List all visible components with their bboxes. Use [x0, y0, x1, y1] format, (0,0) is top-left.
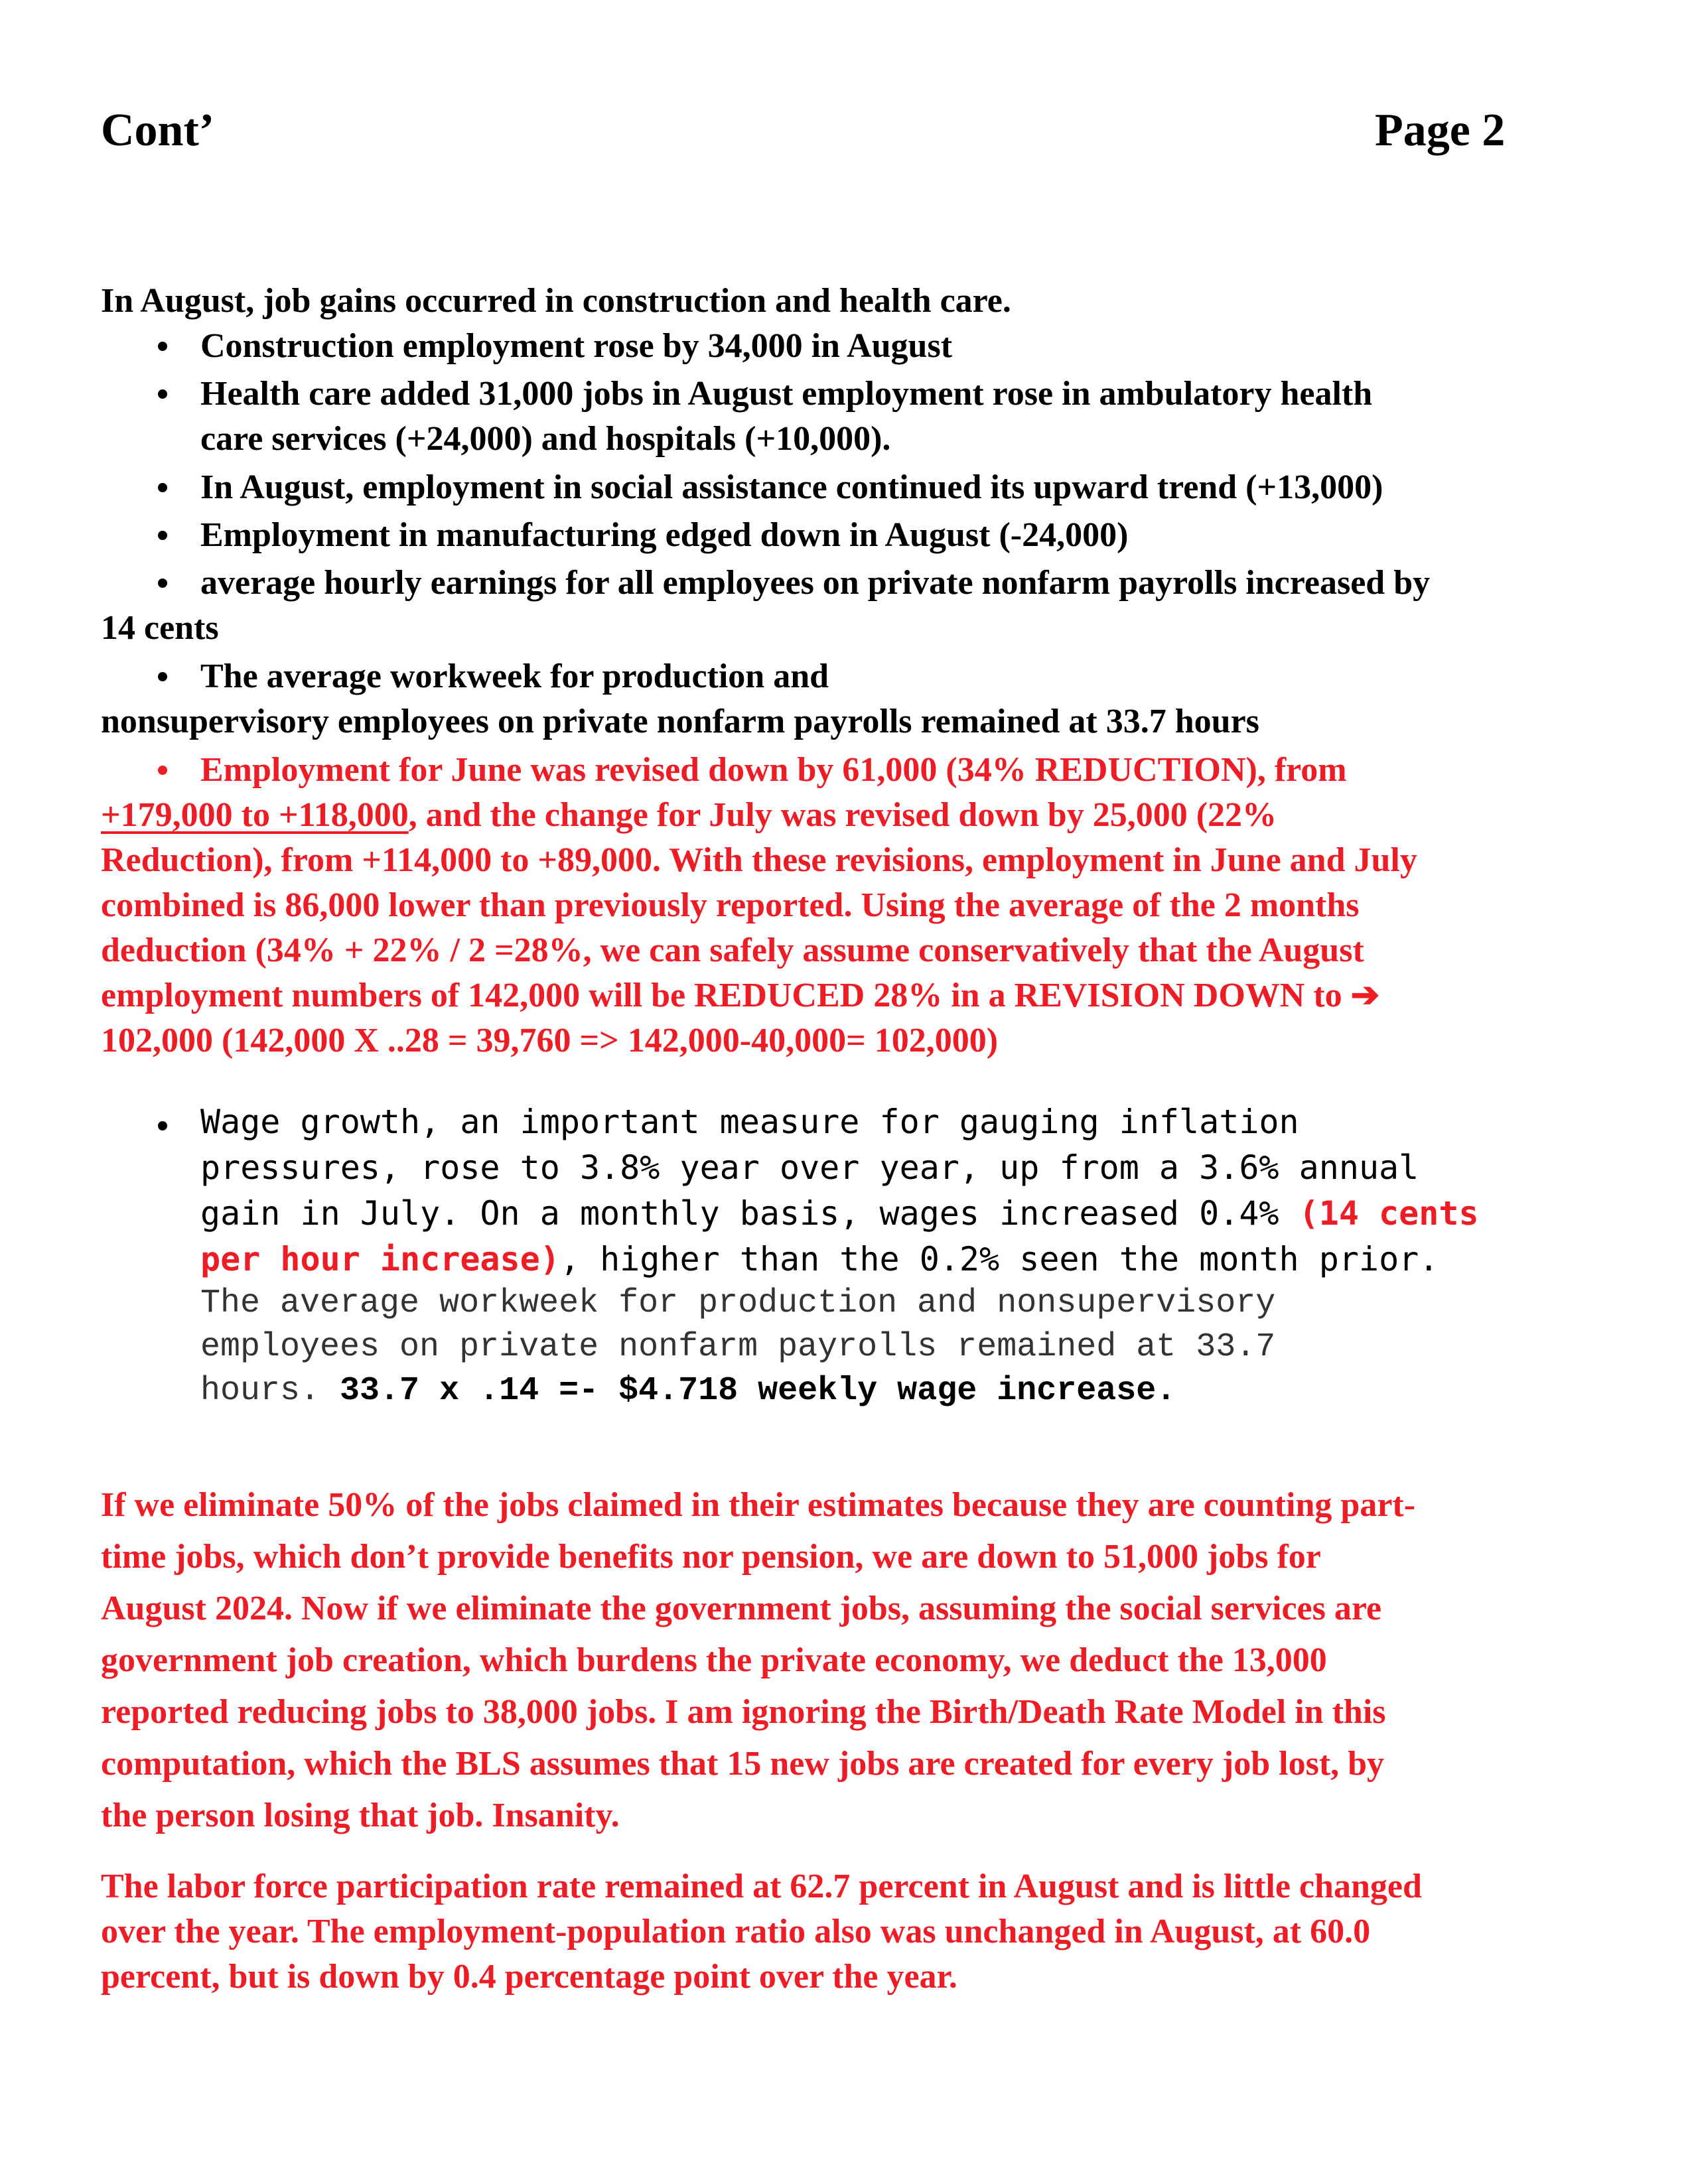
intro-line: In August, job gains occurred in construction and health care. — [101, 282, 1011, 320]
wage-line2: pressures, rose to 3.8% year over year, up from a 3.6% annual — [200, 1148, 1419, 1187]
bullet-workweek-line1: The average workweek for production and — [200, 657, 829, 695]
wage-cents-highlight: (14 cents — [1299, 1194, 1479, 1233]
header-left: Cont’ — [101, 105, 215, 156]
bullet-health-care-line1: Health care added 31,000 jobs in August employment rose in ambulatory health — [200, 375, 1373, 413]
bullet-dot — [158, 531, 167, 540]
wage-line7 — [200, 1369, 1176, 1413]
bullet-hourly-earnings-line2: 14 cents — [101, 609, 219, 647]
bullet-dot — [158, 579, 167, 588]
bullet-hourly-earnings-line1: average hourly earnings for all employees on private nonfarm payrolls increased by — [200, 564, 1431, 602]
revision-line3: Reduction), from +114,000 to +89,000. With these revisions, employment in June and July — [101, 841, 1417, 879]
para1-line4: government job creation, which burdens the private economy, we deduct the 13,000 — [101, 1641, 1327, 1679]
bullet-health-care-line2: care services (+24,000) and hospitals (+10,000). — [200, 420, 891, 458]
bullet-dot — [158, 1121, 167, 1130]
para1-line5: reported reducing jobs to 38,000 jobs. I am ignoring the Birth/Death Rate Model in this — [101, 1693, 1386, 1731]
wage-line7-text: hours. — [200, 1372, 340, 1410]
wage-line3 — [200, 1191, 1479, 1236]
wage-line1: Wage growth, an important measure for gauging inflation — [200, 1103, 1299, 1141]
wage-line5: The average workweek for production and nonsupervisory — [200, 1284, 1276, 1322]
para1-line7: the person losing that job. Insanity. — [101, 1797, 620, 1834]
bullet-social-assistance: In August, employment in social assistance continued its upward trend (+13,000) — [200, 468, 1383, 506]
revision-underlined-range: +179,000 to +118,000 — [101, 796, 409, 834]
bullet-dot — [158, 483, 167, 492]
revision-line5: deduction (34% + 22% / 2 =28%, we can safely assume conservatively that the August — [101, 931, 1364, 969]
wage-line3-text: gain in July. On a monthly basis, wages increased 0.4% — [200, 1194, 1299, 1233]
para2-line1: The labor force participation rate remained at 62.7 percent in August and is little changed — [101, 1868, 1422, 1905]
page-number: Page 2 — [1375, 105, 1506, 156]
revision-line6: employment numbers of 142,000 will be REDUCED 28% in a REVISION DOWN to ➔ — [101, 977, 1380, 1014]
revision-line2 — [101, 793, 1277, 838]
bullet-dot — [158, 389, 167, 399]
bullet-dot — [158, 672, 167, 681]
para1-line6: computation, which the BLS assumes that 15 new jobs are created for every job lost, by — [101, 1745, 1385, 1783]
bullet-manufacturing: Employment in manufacturing edged down in August (-24,000) — [200, 516, 1129, 554]
weekly-wage-calculation: 33.7 x .14 =- $4.718 weekly wage increase. — [340, 1372, 1176, 1410]
para1-line2: time jobs, which don’t provide benefits nor pension, we are down to 51,000 jobs for — [101, 1538, 1321, 1576]
revision-line2-rest: , and the change for July was revised down by 25,000 (22% — [408, 796, 1277, 834]
revision-line4: combined is 86,000 lower than previously reported. Using the average of the 2 months — [101, 886, 1360, 924]
wage-hour-increase-highlight: per hour increase) — [200, 1240, 560, 1278]
bullet-dot — [158, 342, 167, 351]
bullet-dot — [158, 766, 167, 775]
revision-line1: Employment for June was revised down by 61,000 (34% REDUCTION), from — [200, 751, 1347, 789]
bullet-workweek-line2: nonsupervisory employees on private nonfarm payrolls remained at 33.7 hours — [101, 703, 1259, 740]
para2-line2: over the year. The employment-population ratio also was unchanged in August, at 60.0 — [101, 1913, 1371, 1950]
revision-line7: 102,000 (142,000 X ..28 = 39,760 => 142,000-40,000= 102,000) — [101, 1022, 999, 1059]
wage-line6: employees on private nonfarm payrolls remained at 33.7 — [200, 1328, 1276, 1366]
wage-line4 — [200, 1237, 1439, 1282]
para1-line3: August 2024. Now if we eliminate the government jobs, assuming the social services are — [101, 1590, 1382, 1627]
para2-line3: percent, but is down by 0.4 percentage point over the year. — [101, 1958, 957, 1996]
wage-line4-text: , higher than the 0.2% seen the month prior. — [559, 1240, 1439, 1278]
para1-line1: If we eliminate 50% of the jobs claimed in their estimates because they are counting part- — [101, 1486, 1416, 1524]
bullet-construction: Construction employment rose by 34,000 in August — [200, 327, 953, 365]
